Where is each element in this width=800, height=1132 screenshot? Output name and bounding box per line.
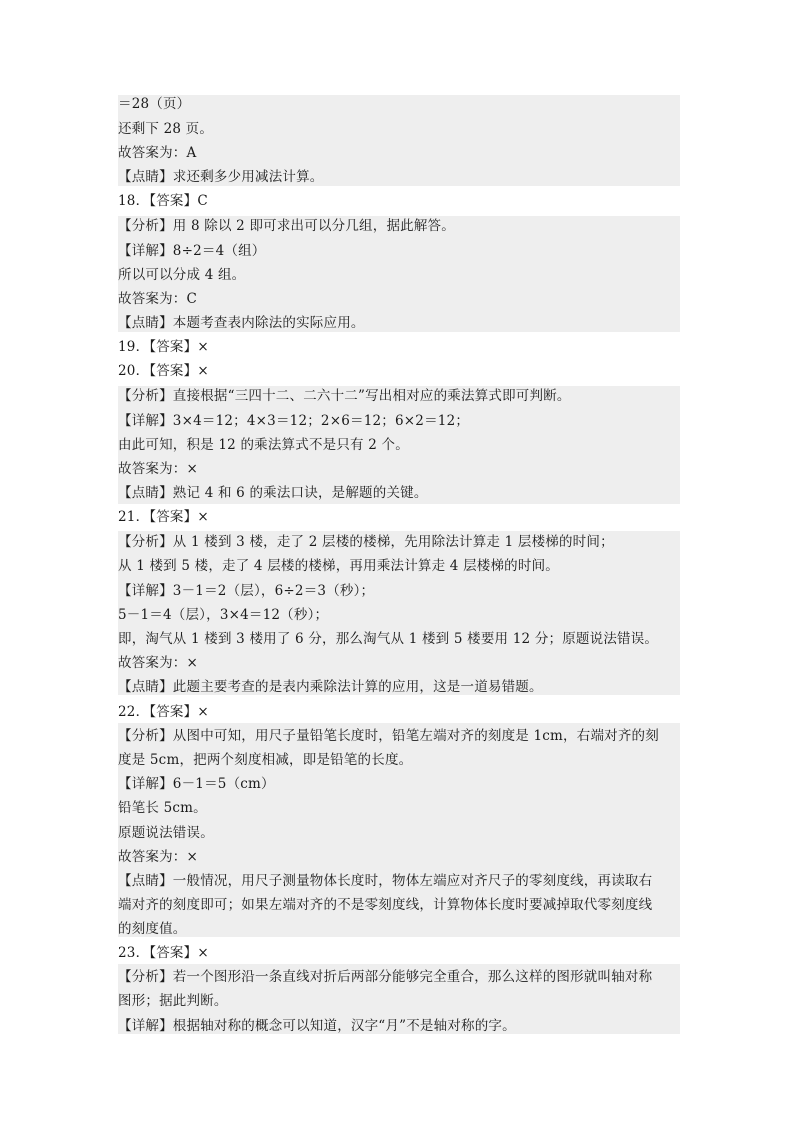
text-line: 故答案为：× <box>118 655 199 671</box>
text-line: 度是 5cm，把两个刻度相减，即是铅笔的长度。 <box>118 752 413 768</box>
question-heading-18: 18．【答案】C <box>118 193 208 209</box>
question-heading-20: 20．【答案】× <box>118 363 209 379</box>
text-line: 【点睛】求还剩多少用减法计算。 <box>118 169 324 185</box>
text-line: 【分析】用 8 除以 2 即可求出可以分几组，据此解答。 <box>118 218 455 234</box>
text-line: 【点睛】此题主要考查的是表内乘除法计算的应用，这是一道易错题。 <box>118 679 543 695</box>
text-line: 【点睛】一般情况，用尺子测量物体长度时，物体左端应对齐尺子的零刻度线，再读取右 <box>118 873 653 889</box>
text-line: 图形；据此判断。 <box>118 993 228 1009</box>
text-line: 【详解】根据轴对称的概念可以知道，汉字“月”不是轴对称的字。 <box>118 1018 516 1034</box>
question-heading-23: 23．【答案】× <box>118 945 209 961</box>
text-line: 【点睛】熟记 4 和 6 的乘法口诀，是解题的关键。 <box>118 485 428 501</box>
text-line: 故答案为：× <box>118 461 199 477</box>
text-line: ＝28（页） <box>118 96 191 112</box>
text-line: 【分析】直接根据“三四十二、二六十二”写出相对应的乘法算式即可判断。 <box>118 388 571 404</box>
text-line: 【详解】8÷2＝4（组） <box>118 243 266 259</box>
text-line: 【分析】若一个图形沿一条直线对折后两部分能够完全重合，那么这样的图形就叫轴对称 <box>118 969 653 985</box>
question-heading-19: 19．【答案】× <box>118 339 209 355</box>
text-line: 【点睛】本题考查表内除法的实际应用。 <box>118 315 365 331</box>
text-line: 【详解】3×4＝12；4×3＝12；2×6＝12；6×2＝12； <box>118 413 470 429</box>
text-line: 故答案为：A <box>118 145 197 161</box>
question-heading-22: 22．【答案】× <box>118 704 209 720</box>
text-line: 【详解】3－1＝2（层），6÷2＝3（秒）； <box>118 583 375 599</box>
text-line: 从 1 楼到 5 楼，走了 4 层楼的楼梯，再用乘法计算走 4 层楼梯的时间。 <box>118 558 559 574</box>
question-heading-21: 21．【答案】× <box>118 509 209 525</box>
text-line: 由此可知，积是 12 的乘法算式不是只有 2 个。 <box>118 437 409 453</box>
text-line: 还剩下 28 页。 <box>118 121 214 137</box>
text-line: 即，淘气从 1 楼到 3 楼用了 6 分，那么淘气从 1 楼到 5 楼要用 12 分；原题说法错误。 <box>118 631 659 647</box>
text-line: 【分析】从图中可知，用尺子量铅笔长度时，铅笔左端对齐的刻度是 1cm，右端对齐的刻 <box>118 728 659 744</box>
text-line: 铅笔长 5cm。 <box>118 800 207 816</box>
text-line: 【详解】6－1＝5（cm） <box>118 776 275 792</box>
text-line: 故答案为：C <box>118 291 198 307</box>
text-line: 原题说法错误。 <box>118 825 214 841</box>
text-line: 所以可以分成 4 组。 <box>118 267 246 283</box>
text-line: 的刻度值。 <box>118 921 187 937</box>
text-line: 【分析】从 1 楼到 3 楼，走了 2 层楼的楼梯，先用除法计算走 1 层楼梯的时间； <box>118 534 614 550</box>
text-line: 5－1＝4（层），3×4＝12（秒）； <box>118 607 329 623</box>
text-line: 故答案为：× <box>118 849 199 865</box>
text-line: 端对齐的刻度即可；如果左端对齐的不是零刻度线，计算物体长度时要减掉取代零刻度线 <box>118 897 653 913</box>
